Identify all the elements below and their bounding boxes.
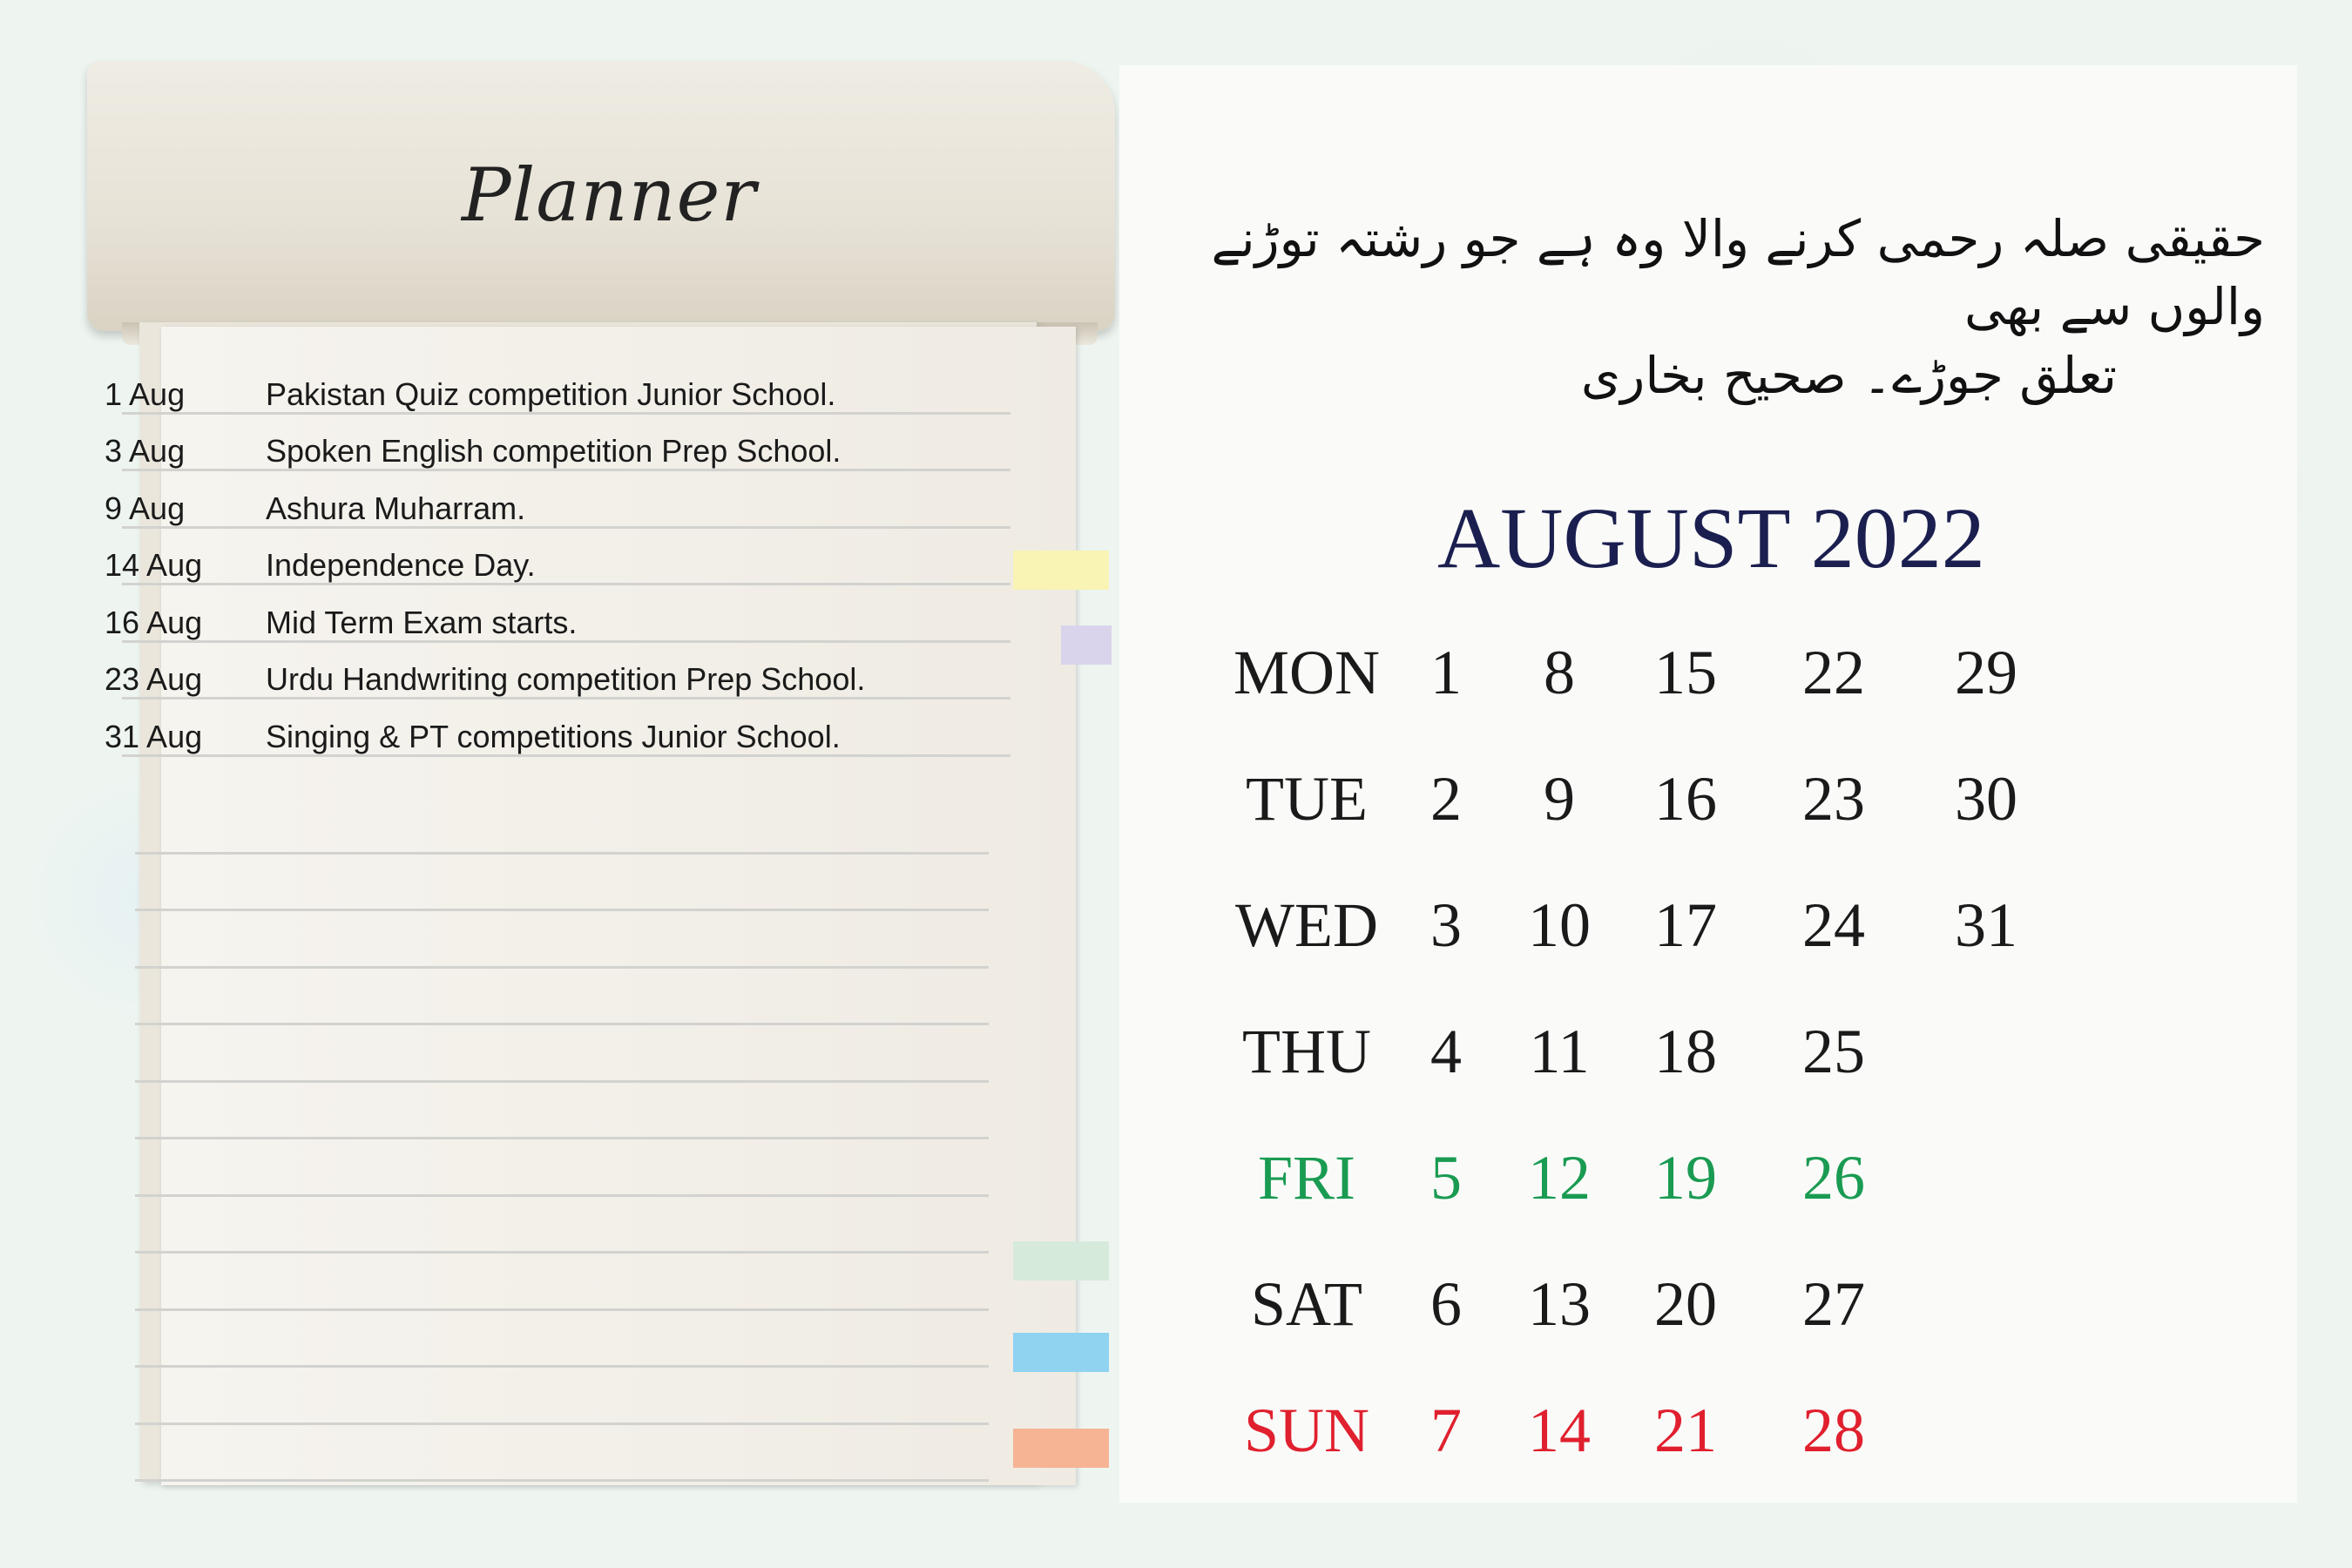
event-date: 16 Aug [105,604,203,640]
calendar-row-mon [1233,610,2213,736]
event-text: Singing & PT competitions Junior School. [266,718,841,754]
calendar-date: 30 [1955,764,2017,834]
calendar-date: 12 [1528,1143,1591,1213]
calendar-date: 22 [1802,638,1865,707]
calendar-date: 31 [1955,890,2017,960]
event-date: 31 Aug [105,718,203,754]
ruled-line [135,1254,989,1311]
ruled-line [135,1425,989,1483]
calendar-grid [1233,610,2213,1494]
event-text: Independence Day. [266,547,536,584]
event-text: Pakistan Quiz competition Junior School. [266,375,836,412]
planner-event-row [105,594,1010,652]
calendar-row-thu [1242,989,2213,1115]
calendar-date: 7 [1430,1396,1462,1465]
page-tab-yellow[interactable] [1013,551,1109,590]
weekday-label: SAT [1250,1269,1363,1339]
calendar-date: 11 [1529,1017,1590,1086]
calendar-date: 24 [1802,890,1865,960]
calendar-date: 21 [1654,1396,1717,1465]
calendar-date: 18 [1654,1017,1717,1086]
urdu-quote [1159,205,2265,409]
calendar-row-wed [1235,862,2213,989]
calendar-date: 3 [1430,890,1462,960]
calendar-date: 10 [1528,890,1591,960]
planner-title: Planner [462,152,757,238]
ruled-line [135,1139,989,1197]
page-tab-lavender[interactable] [1061,625,1112,665]
event-date: 1 Aug [105,375,186,412]
ruled-line [135,797,989,855]
event-text: Urdu Handwriting competition Prep School. [266,661,866,698]
calendar-date: 8 [1544,638,1575,707]
event-date: 23 Aug [105,661,203,698]
event-date: 14 Aug [105,547,203,584]
planner-event-row [105,480,1010,537]
weekday-label: FRI [1257,1143,1356,1213]
calendar-date: 28 [1802,1396,1865,1465]
weekday-label: SUN [1243,1396,1370,1465]
page-tab-green[interactable] [1013,1241,1109,1281]
urdu-quote-line-1: حقیقی صلہ رحمی کرنے والا وہ ہے جو رشتہ توڑنے والوں سے بھی [1211,209,2265,337]
calendar-date: 1 [1430,638,1462,707]
ruled-line [135,911,989,969]
ruled-line [135,855,989,912]
ruled-line [135,1025,989,1083]
calendar-row-sat [1250,1241,2213,1368]
calendar-date: 20 [1654,1269,1717,1339]
calendar-date: 2 [1430,764,1462,834]
calendar-date: 5 [1430,1143,1462,1213]
planner-event-row [105,366,1010,423]
weekday-label: TUE [1246,764,1368,834]
calendar-date: 16 [1654,764,1717,834]
calendar-row-tue [1246,736,2213,862]
weekday-label: THU [1242,1017,1371,1086]
page-tab-orange[interactable] [1013,1429,1109,1468]
ruled-line [135,1311,989,1369]
planner-event-row [105,423,1010,481]
calendar-month-title: AUGUST 2022 [1437,490,1985,586]
event-text: Spoken English competition Prep School. [266,433,841,470]
ruled-line [135,1368,989,1425]
calendar-date: 17 [1654,890,1717,960]
weekday-label: MON [1233,638,1380,707]
calendar-date: 25 [1802,1017,1865,1086]
calendar-date: 9 [1544,764,1575,834]
event-text: Mid Term Exam starts. [266,604,578,640]
calendar-date: 4 [1430,1017,1462,1086]
event-date: 9 Aug [105,490,186,526]
weekday-label: WED [1235,890,1378,960]
event-date: 3 Aug [105,433,186,470]
ruled-line [135,1083,989,1140]
planner-events [105,366,1010,766]
event-text: Ashura Muharram. [266,490,526,526]
urdu-quote-line-2: تعلق جوڑے۔ صحیح بخاری [1580,345,2117,405]
ruled-line [135,969,989,1026]
calendar-date: 23 [1802,764,1865,834]
planner-event-row [105,652,1010,709]
planner-blank-lines [135,797,989,1482]
ruled-line [135,1197,989,1254]
calendar-date: 6 [1430,1269,1462,1339]
calendar-date: 27 [1802,1269,1865,1339]
calendar-date: 13 [1528,1269,1591,1339]
planner-event-row [105,537,1010,595]
planner-event-row [105,708,1010,766]
calendar-date: 29 [1955,638,2017,707]
calendar-date: 26 [1802,1143,1865,1213]
calendar-date: 19 [1654,1143,1717,1213]
calendar-date: 15 [1654,638,1717,707]
calendar-row-sun [1243,1368,2213,1494]
page-tab-blue[interactable] [1013,1333,1109,1372]
calendar-row-fri [1254,1115,2213,1241]
calendar-date: 14 [1528,1396,1591,1465]
